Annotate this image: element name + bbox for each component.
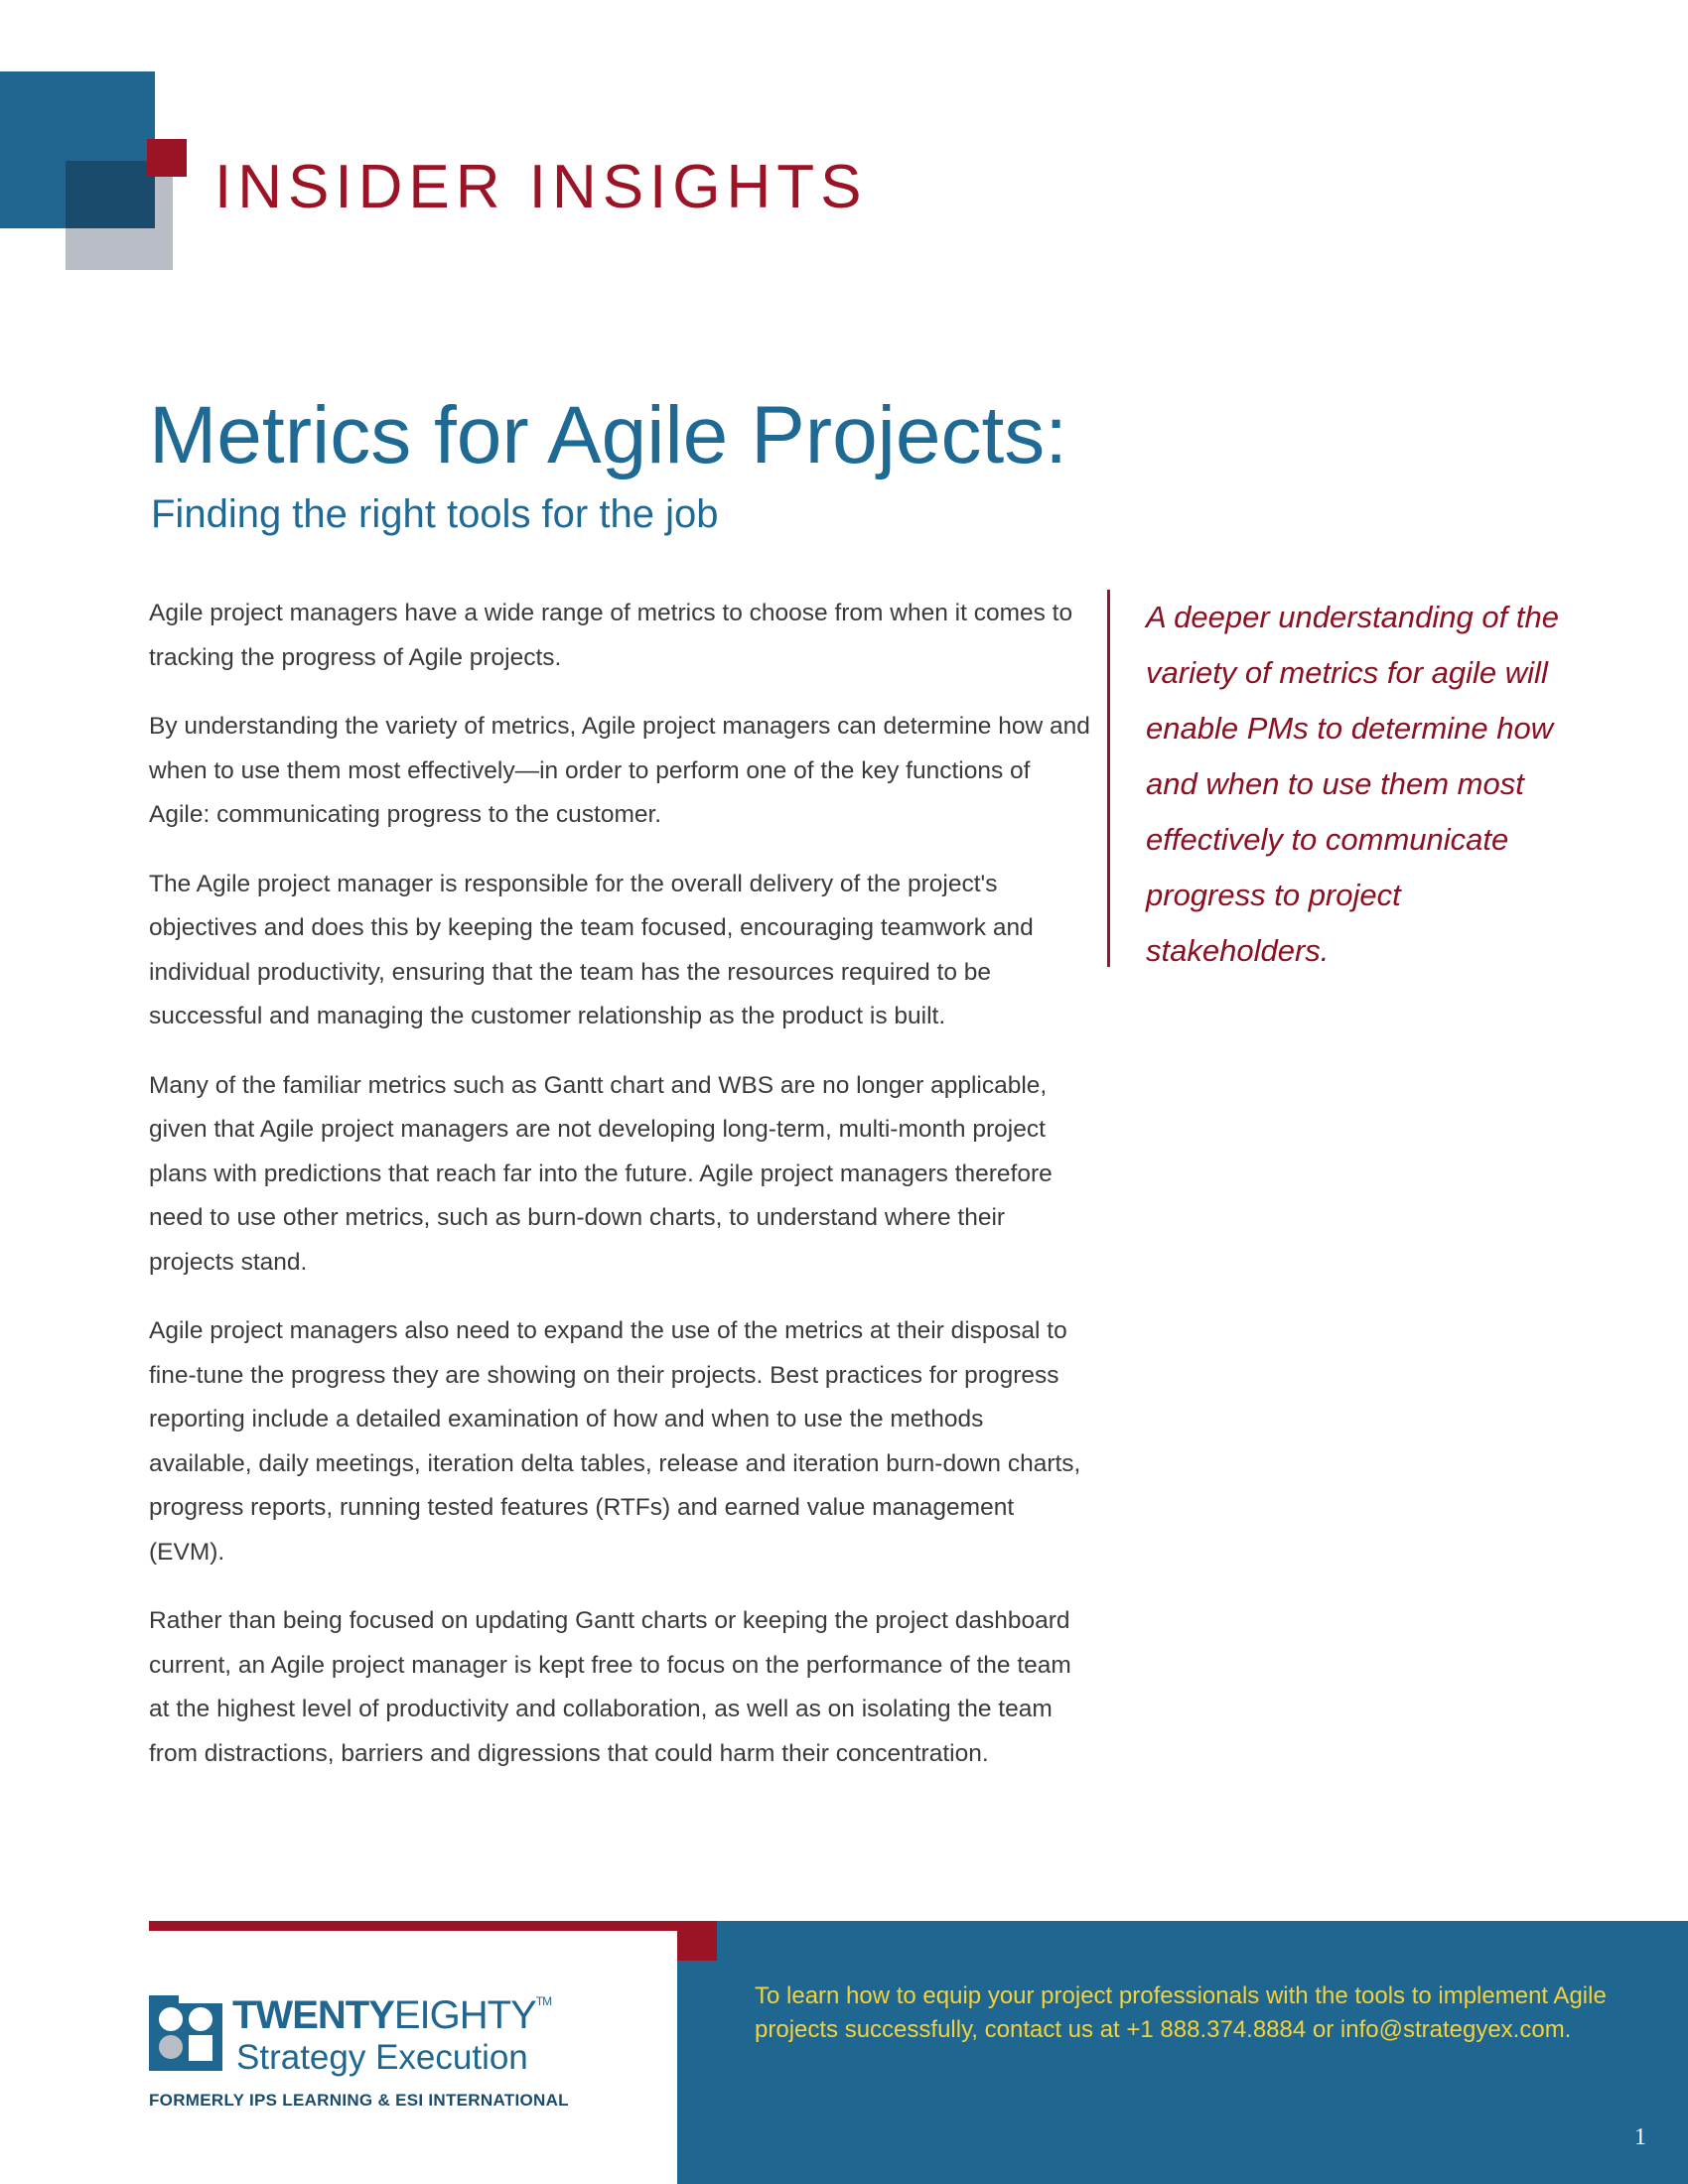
footer-red-square [677,1921,717,1961]
page-number: 1 [1634,2124,1646,2150]
page-subtitle: Finding the right tools for the job [151,492,719,536]
footer-red-rule [149,1921,717,1931]
article-body [149,592,1092,1801]
body-paragraph: The Agile project manager is responsible for the overall delivery of the project's objectives and does this by keeping the team focused, encouraging teamwork and individual productivity, ensuring that the team has the resources required to be successful and managing the customer relationship as the product is built. [149,870,1034,1029]
section-label: INSIDER INSIGHTS [214,153,868,221]
page-title: Metrics for Agile Projects: [149,390,1068,480]
footer-cta-panel [677,1921,1688,2184]
logo-trademark: TM [535,1994,552,2008]
body-paragraph: By understanding the variety of metrics, Agile project managers can determine how and when to use them most effectively—in order to perform one of the key functions of Agile: communicating progress to the customer. [149,713,1090,828]
body-paragraph: Agile project managers also need to expand the use of the metrics at their disposal to fine-tune the progress they are showing on their projects. Best practices for progress reporting include a detailed examination of how and when to use the methods available, daily meetings, iteration delta tables, release and iteration burn-down charts, progress reports, running tested features (RTFs) and earned value management (EVM). [149,1317,1081,1566]
company-logo-icon [149,1995,222,2071]
footer-cta-text: To learn how to equip your project professionals with the tools to implement Agile projects successfully, contact us at +1 888.374.8884 or info@strategyex.com. [755,1982,1607,2043]
body-paragraph: Rather than being focused on updating Gantt charts or keeping the project dashboard current, an Agile project manager is kept free to focus on the performance of the team at the highest level of productivity and collaboration, as well as on isolating the team from distractions, barriers and digressions that could harm their concentration. [149,1607,1071,1767]
logo-wordmark [232,1995,551,2035]
header-decor-red-square [147,139,187,177]
pullquote-rule [1107,590,1110,967]
logo-tagline: FORMERLY IPS LEARNING & ESI INTERNATIONAL [149,2091,569,2110]
logo-subtitle: Strategy Execution [236,2038,528,2077]
logo-eighty: EIGHTY [393,1993,536,2037]
body-paragraph: Many of the familiar metrics such as Gantt chart and WBS are no longer applicable, given that Agile project managers are not developing long-term, multi-month project plans with predictions that reach far into the future. Agile project managers therefore need to use other metrics, such as burn-down charts, to understand where their projects stand. [149,1071,1053,1276]
logo-twenty: TWENTY [232,1993,394,2037]
body-paragraph: Agile project managers have a wide range of metrics to choose from when it comes to tracking the progress of Agile projects. [149,600,1073,671]
pullquote: A deeper understanding of the variety of metrics for agile will enable PMs to determine how and when to use them most effectively to communicate progress to project stakeholders. [1146,600,1559,968]
header-decor-navy-square [66,161,155,228]
